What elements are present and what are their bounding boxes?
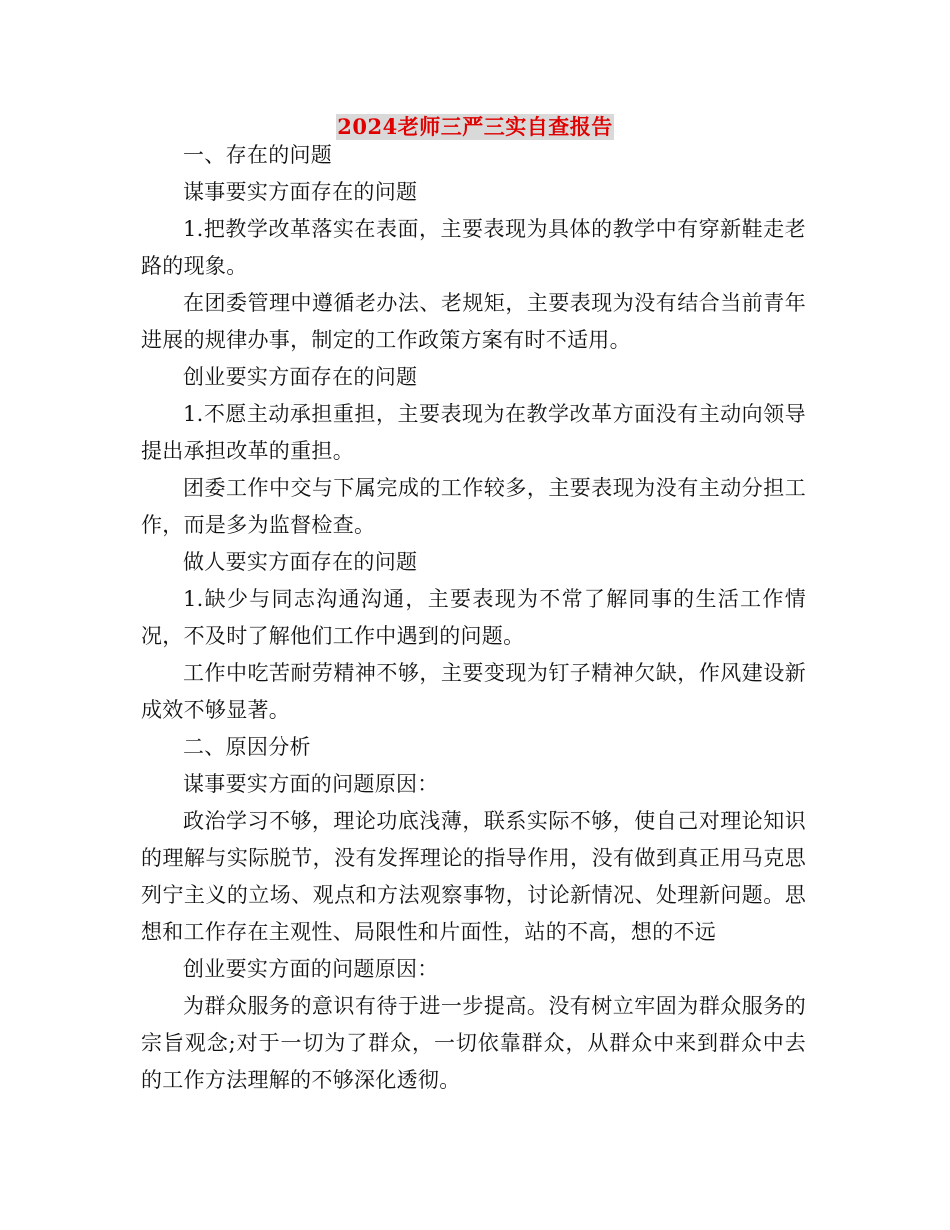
subheading-entrepreneurship-causes: 创业要实方面的问题原因：	[183, 957, 439, 981]
document-title: 2024老师三严三实自查报告	[337, 114, 613, 139]
paragraph: 工作中吃苦耐劳精神不够，主要变现为钉子精神欠缺，作风建设新成效不够显著。	[141, 661, 806, 722]
paragraph: 团委工作中交与下属完成的工作较多，主要表现为没有主动分担工作，而是多为监督检查。	[141, 476, 806, 537]
paragraph: 政治学习不够，理论功底浅薄，联系实际不够，使自己对理论知识的理解与实际脱节，没有发挥理论的指导作用，没有做到真正用马克思列宁主义的立场、观点和方法观察事物，讨论新情况、处理新问题。思想和工作存在主观性、局限性和片面性，站的不高，想的不远	[141, 809, 806, 944]
paragraph: 为群众服务的意识有待于进一步提高。没有树立牢固为群众服务的宗旨观念;对于一切为了群众，一切依靠群众，从群众中来到群众中去的工作方法理解的不够深化透彻。	[141, 994, 806, 1092]
section-heading-problems: 一、存在的问题	[183, 143, 333, 167]
section-heading-causes: 二、原因分析	[183, 735, 311, 759]
document-body	[141, 137, 806, 1099]
subheading-conduct: 做人要实方面存在的问题	[183, 550, 418, 574]
subheading-entrepreneurship: 创业要实方面存在的问题	[183, 365, 418, 389]
paragraph: 在团委管理中遵循老办法、老规矩，主要表现为没有结合当前青年进展的规律办事，制定的工作政策方案有时不适用。	[141, 291, 806, 352]
paragraph: 1.不愿主动承担重担，主要表现为在教学改革方面没有主动向领导提出承担改革的重担。	[141, 402, 806, 463]
paragraph: 1.把教学改革落实在表面，主要表现为具体的教学中有穿新鞋走老路的现象。	[141, 217, 806, 278]
subheading-planning-causes: 谋事要实方面的问题原因：	[183, 772, 439, 796]
paragraph: 1.缺少与同志沟通沟通，主要表现为不常了解同事的生活工作情况，不及时了解他们工作中遇到的问题。	[141, 587, 806, 648]
subheading-planning: 谋事要实方面存在的问题	[183, 180, 418, 204]
